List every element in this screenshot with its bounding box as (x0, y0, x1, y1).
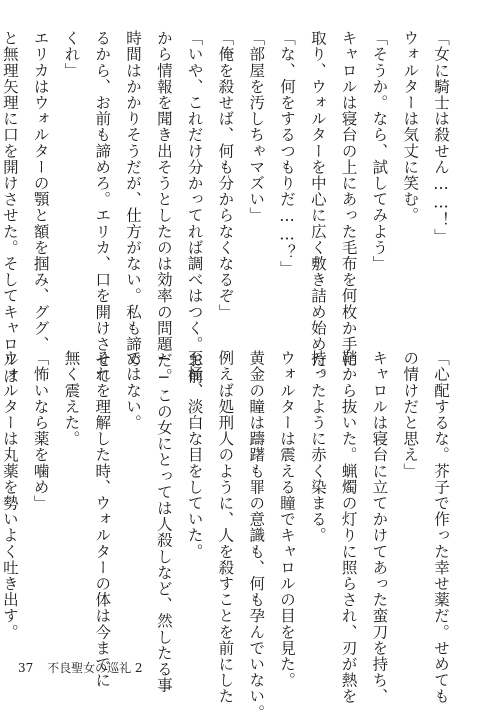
text-line: それを理解した時、ウォルターの体は今までに (93, 350, 112, 689)
text-line: 黄金の瞳は躊躇も罪の意識も、何も孕んでいない。 (247, 350, 266, 720)
text-line: 持ったように赤く染まる。 (308, 350, 327, 544)
text-line: 「女に騎士は殺せん……！」 (432, 30, 450, 245)
text-line: 「な、何をするつもりだ……？」 (278, 30, 297, 277)
page-number: 37 (18, 661, 34, 675)
text-line: 時間はかかりそうだが、仕方がない。私も諦め (124, 30, 143, 369)
text-line: ウォルターは震える瞳でキャロルの目を見た。 (278, 350, 297, 689)
text-line: 例えば処刑人のように、人を殺すことを前にした (216, 350, 235, 705)
text-line: くれ」 (62, 30, 81, 79)
running-title: 不良聖女の巡礼 2 (47, 661, 143, 675)
text-line: 「俺を殺せば、何も分からなくなるぞ」 (216, 30, 235, 320)
text-line: から情報を聞き出そうとしたのは効率の問題だ。 (154, 30, 173, 385)
text-line: 無く震えた。 (62, 350, 81, 447)
text-line: 鞘から抜いた。蝋燭の灯りに照らされ、刃が熱を (339, 350, 358, 705)
text-line: ウォルターは気丈に笑む。 (401, 30, 420, 224)
text-line: ──この女にとっては人殺しなど、然したる事 (154, 350, 173, 694)
text-line: キャロルは寝台に立てかけてあった蛮刀を持ち、 (370, 350, 389, 705)
text-line: ではない。 (124, 350, 143, 431)
text-line: の情けだと思え」 (401, 350, 420, 479)
text-line: ウォルターは丸薬を勢いよく吐き出す。 (0, 350, 19, 640)
text-line: るから、お前も諦めろ。エリカ、口を開けさせて (93, 30, 112, 385)
page-footer (18, 661, 143, 675)
text-line: 「怖いなら薬を噛め」 (31, 350, 50, 511)
text-line: 「そうか。なら、試してみよう」 (370, 30, 389, 272)
text-line: 「いや、これだけ分かってれば調べはつく。お前 (185, 30, 204, 385)
text-line: 「部屋を汚しちゃマズい」 (247, 30, 266, 224)
text-line: エリカはウォルターの顎と額を掴み、ググ、 (31, 30, 50, 352)
text-line: と無理矢理に口を開けさせた。そしてキャロルは (0, 30, 19, 385)
text-block-top (0, 30, 456, 385)
text-line: 取り、ウォルターを中心に広く敷き詰め始めた。 (308, 30, 327, 385)
text-line: 「心配するな。芥子で作った幸せ薬だ。せめても (432, 350, 450, 705)
text-line: キャロルは寝台の上にあった毛布を何枚か手に (339, 30, 358, 369)
text-line: 至極、淡白な目をしていた。 (185, 350, 204, 560)
